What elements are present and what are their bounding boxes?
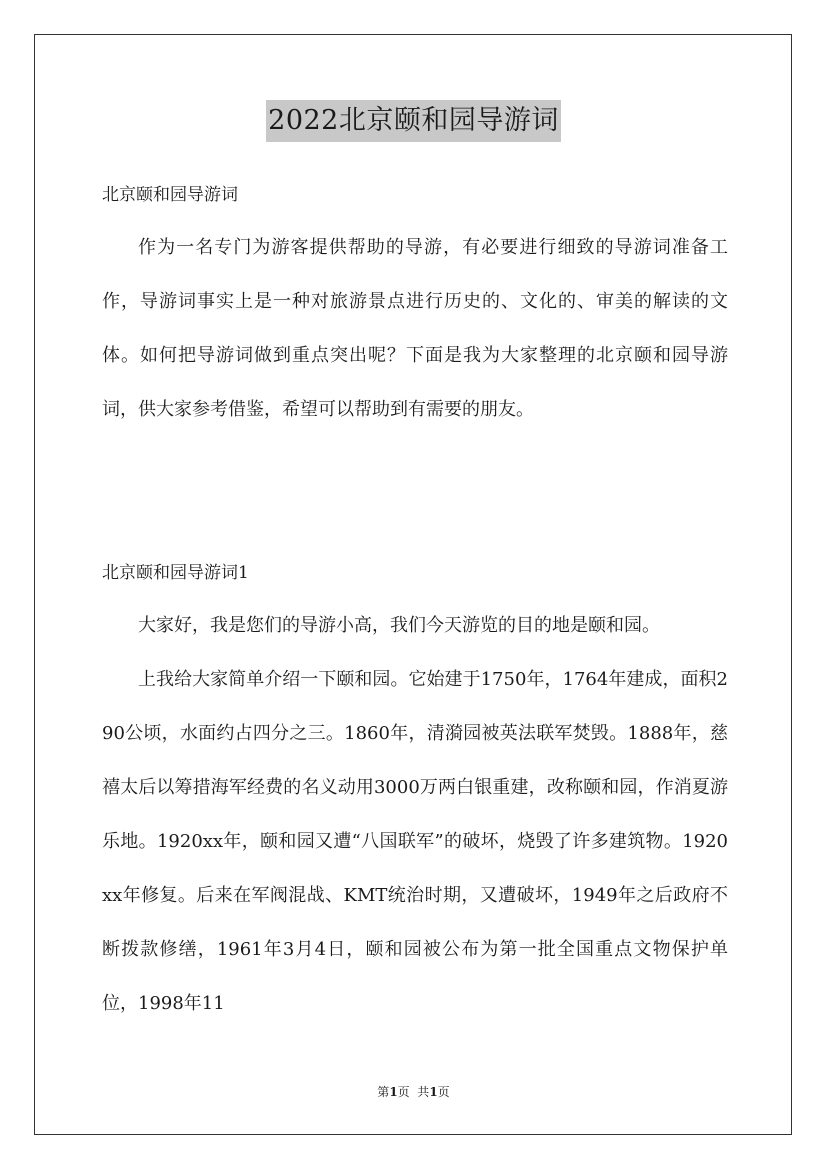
title-container	[0, 100, 827, 142]
footer-suffix: 页	[437, 1085, 450, 1099]
footer-prefix: 第	[377, 1085, 390, 1099]
footer-mid: 页 共	[397, 1085, 430, 1099]
intro-paragraph: 作为一名专门为游客提供帮助的导游，有必要进行细致的导游词准备工作，导游词事实上是一种对旅游景点进行历史的、文化的、审美的解读的文体。如何把导游词做到重点突出呢？下面是我为大家整理的北京颐和园导游词，供大家参考借鉴，希望可以帮助到有需要的朋友。	[102, 237, 728, 420]
footer-total-pages: 1	[429, 1085, 438, 1099]
footer-current-page: 1	[389, 1085, 398, 1099]
section1-heading: 北京颐和园导游词1	[102, 563, 249, 583]
section1-paragraph-1: 大家好，我是您们的导游小高，我们今天游览的目的地是颐和园。	[138, 615, 660, 636]
section1-paragraph-2: 上我给大家简单介绍一下颐和园。它始建于1750年，1764年建成，面积290公顷，水面约占四分之三。1860年，清漪园被英法联军焚毁。1888年，慈禧太后以筹措海军经费的名义动用3000万两白银重建，改称颐和园，作消夏游乐地。1920xx年，颐和园又遭“八国联军”的破坏，烧毁了许多建筑物。1920xx年修复。后来在军阀混战、KMT统治时期，又遭破坏，1949年之后政府不断拨款修缮，1961年3月4日，颐和园被公布为第一批全国重点文物保护单位，1998年11	[102, 669, 728, 1014]
document-title[interactable]: 2022北京颐和园导游词	[266, 100, 561, 142]
page-footer	[0, 1083, 827, 1101]
intro-heading: 北京颐和园导游词	[102, 185, 238, 205]
